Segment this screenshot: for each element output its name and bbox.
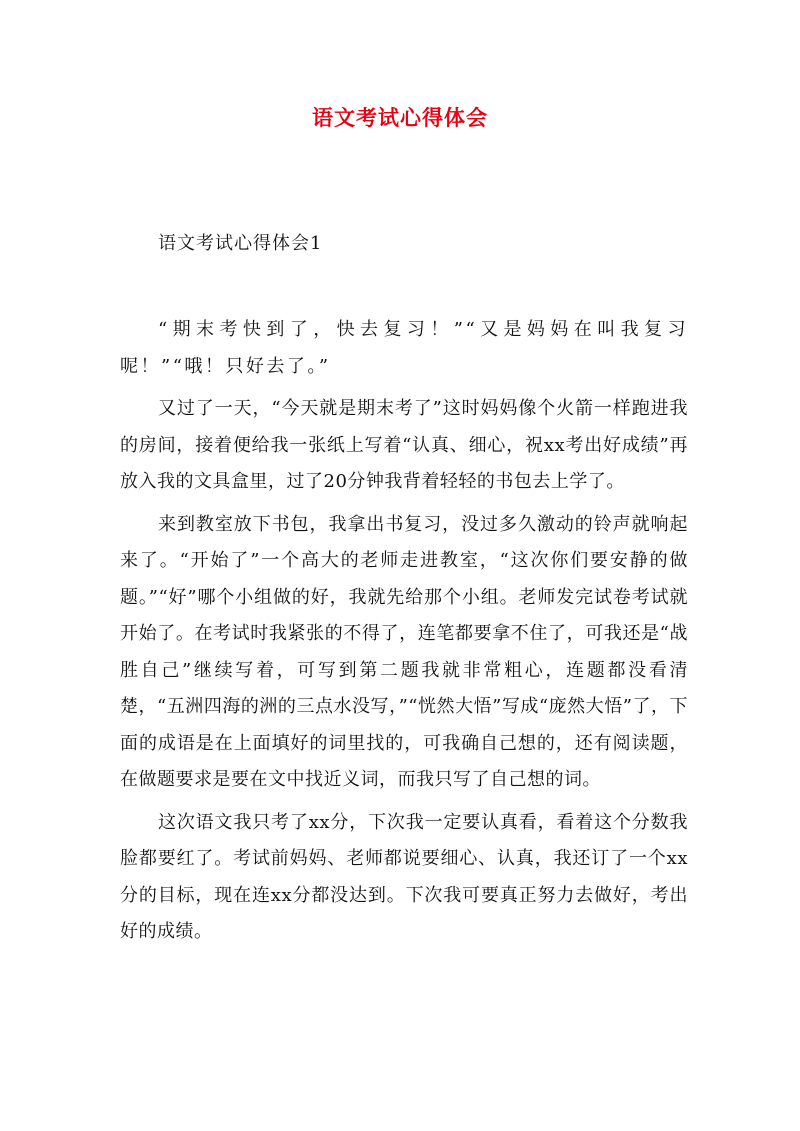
paragraph-3: 来到教室放下书包，我拿出书复习，没过多久激动的铃声就响起来了。“开始了”一个高大的老师走进教室，“这次你们要安静的做题。”“好”哪个小组做的好，我就先给那个小组。老师发完试卷考试就开始了。在考试时我紧张的不得了，连笔都要拿不住了，可我还是“战胜自己”继续写着，可写到第二题我就非常粗心，连题都没看清楚，“五洲四海的洲的三点水没写，”“恍然大悟”写成“庞然大悟”了，下面的成语是在上面填好的词里找的，可我确自己想的，还有阅读题，在做题要求是要在文中找近义词，而我只写了自己想的词。 (120, 513, 688, 790)
paragraph-4: 这次语文我只考了xx分，下次我一定要认真看，看着这个分数我脸都要红了。考试前妈妈、老师都说要细心、认真，我还订了一个xx分的目标，现在连xx分都没达到。下次我可要真正努力去做好，考出好的成绩。 (120, 811, 688, 942)
paragraph-2: 又过了一天，“今天就是期末考了”这时妈妈像个火箭一样跑进我的房间，接着便给我一张纸上写着“认真、细心，祝xx考出好成绩”再放入我的文具盒里，过了20分钟我背着轻轻的书包去上学了。 (120, 398, 688, 492)
document-title: 语文考试心得体会 (312, 105, 488, 130)
document-body (120, 312, 688, 957)
section-heading: 语文考试心得体会1 (158, 233, 323, 254)
paragraph-1: “期末考快到了，快去复习！”“又是妈妈在叫我复习呢！”“哦！只好去了。” (120, 319, 688, 377)
